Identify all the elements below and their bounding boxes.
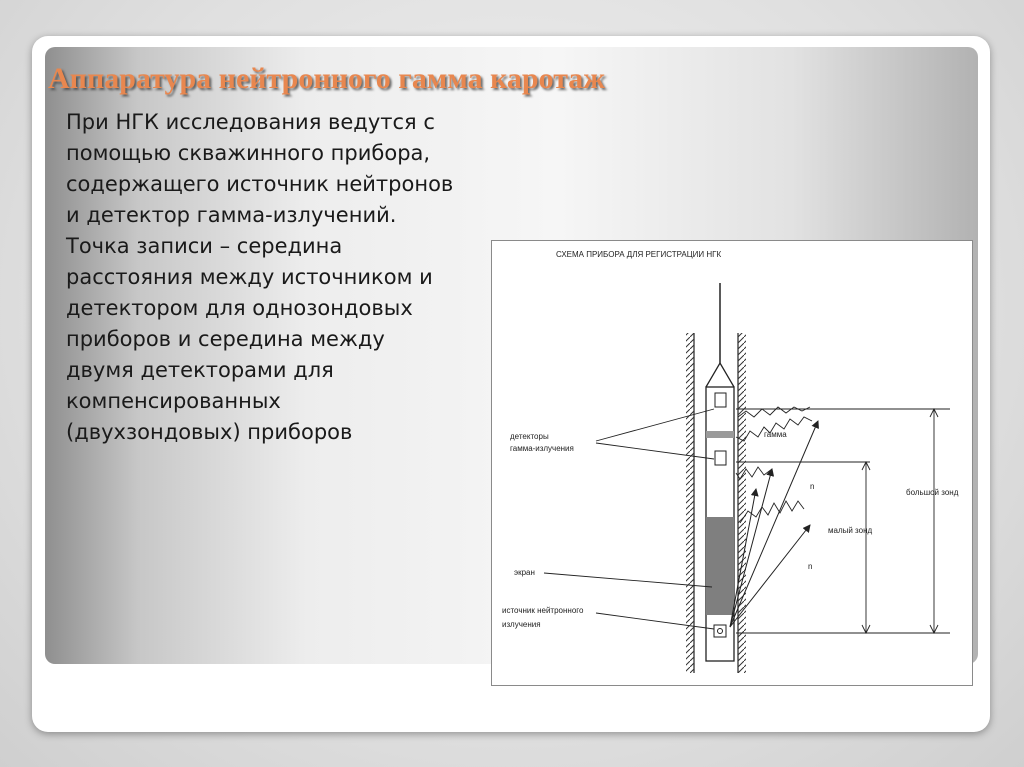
neutron-screen — [706, 517, 734, 615]
gamma-rays — [736, 407, 815, 523]
big-probe-dimension — [930, 409, 938, 633]
neutron-source — [714, 625, 726, 637]
tool-nose — [706, 363, 734, 387]
neutron-label-1: n — [810, 482, 815, 491]
tool-diagram — [491, 240, 973, 686]
slide-body-text: При НГК исследования ведутся с помощью скважинного прибора, содержащего источник нейтронов и детектор гамма-излучений. Точка записи – середина расстояния между источником и детектором для однозондовых приборов и середина между двумя детекторами для компенсированных (двухзондовых) приборов — [66, 110, 454, 444]
near-detector — [715, 451, 726, 465]
tool-diagram-svg — [492, 241, 972, 685]
source-label-line1: источник нейтронного — [502, 606, 584, 615]
detectors-leader-1 — [596, 409, 714, 441]
detector-spacer — [706, 431, 734, 438]
source-label-line2: излучения — [502, 620, 541, 629]
neutron-label-2: n — [808, 562, 813, 571]
diagram-title: СХЕМА ПРИБОРА ДЛЯ РЕГИСТРАЦИИ НГК — [556, 250, 722, 259]
detectors-leader-2 — [596, 443, 714, 459]
source-leader — [596, 613, 714, 629]
slide-title: Аппаратура нейтронного гамма каротаж — [48, 62, 606, 95]
screen-label: экран — [514, 568, 535, 577]
big-probe-label: большой зонд — [906, 488, 959, 497]
far-detector — [715, 393, 726, 407]
detectors-label-line2: гамма-излучения — [510, 444, 574, 453]
borehole-right-wall — [738, 333, 746, 673]
small-probe-label: малый зонд — [828, 526, 873, 535]
gamma-label: гамма — [764, 430, 787, 439]
detectors-label-line1: детекторы — [510, 432, 549, 441]
small-probe-dimension — [862, 462, 870, 633]
borehole-left-wall — [686, 333, 694, 673]
